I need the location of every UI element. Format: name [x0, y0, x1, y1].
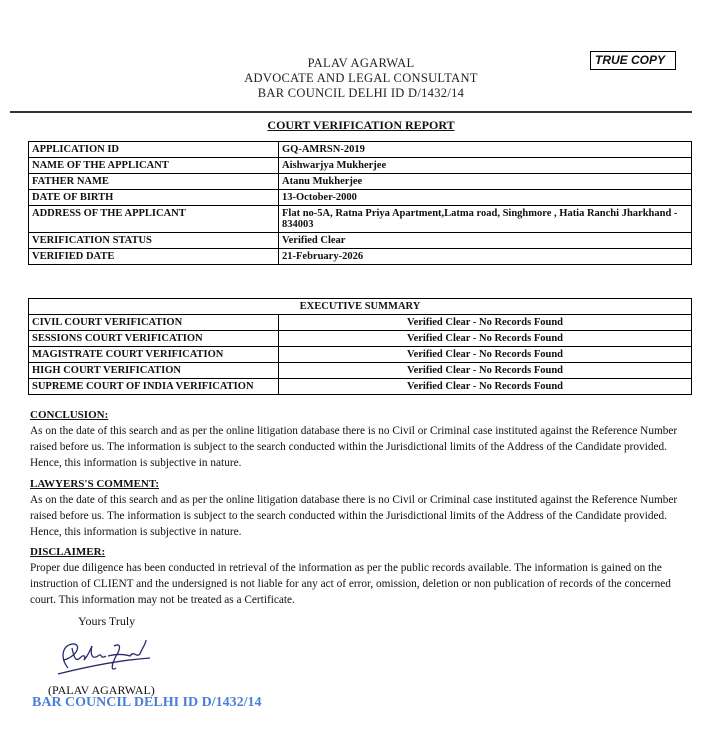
header-divider [10, 111, 692, 113]
summary-value: Verified Clear - No Records Found [279, 379, 692, 395]
summary-label: SESSIONS COURT VERIFICATION [29, 331, 279, 347]
summary-value: Verified Clear - No Records Found [279, 347, 692, 363]
summary-value: Verified Clear - No Records Found [279, 331, 692, 347]
summary-row [29, 379, 692, 395]
detail-label: VERIFICATION STATUS [29, 233, 279, 249]
detail-value: Verified Clear [279, 233, 692, 249]
advocate-name: PALAV AGARWAL [307, 56, 415, 70]
signatory-name: (PALAV AGARWAL) [48, 683, 155, 697]
detail-row [29, 206, 692, 233]
comment-text: As on the date of this search and as per the online litigation database there is no Civil or Criminal case instituted against the Reference Number raised before us. The information is subject to the search conducted within the Jurisdictional limits of the Address of the Candidate provided. Hence, this information is subjective in nature. [30, 494, 678, 538]
disclaimer-text: Proper due diligence has been conducted in retrieval of the information as per the public records available. The information is gained on the instruction of CLIENT and the undersigned is not liable for any act of error, omission, deletion or non publication of records of the concerned court. This information may not be treated as a Certificate. [30, 562, 671, 606]
summary-label: HIGH COURT VERIFICATION [29, 363, 279, 379]
summary-label: MAGISTRATE COURT VERIFICATION [29, 347, 279, 363]
detail-value: 13-October-2000 [279, 190, 692, 206]
summary-value: Verified Clear - No Records Found [279, 363, 692, 379]
disclaimer-heading: DISCLAIMER: [30, 546, 106, 558]
detail-label: VERIFIED DATE [29, 249, 279, 265]
detail-label: NAME OF THE APPLICANT [29, 158, 279, 174]
signatory-bar-id: BAR COUNCIL DELHI ID D/1432/14 [32, 695, 262, 710]
summary-heading: EXECUTIVE SUMMARY [29, 299, 692, 315]
summary-label: SUPREME COURT OF INDIA VERIFICATION [29, 379, 279, 395]
comment-heading: LAWYERS'S COMMENT: [30, 478, 160, 490]
summary-row [29, 347, 692, 363]
detail-row [29, 190, 692, 206]
detail-row [29, 142, 692, 158]
detail-row [29, 158, 692, 174]
detail-value: Aishwarjya Mukherjee [279, 158, 692, 174]
detail-label: FATHER NAME [29, 174, 279, 190]
detail-value: Atanu Mukherjee [279, 174, 692, 190]
conclusion-text: As on the date of this search and as per the online litigation database there is no Civil or Criminal case instituted against the Reference Number raised before us. The information is subject to the search conducted within the Jurisdictional limits of the Address of the Candidate provided. Hence, this information is subjective in nature. [30, 425, 678, 469]
executive-summary-table [28, 298, 692, 395]
summary-row [29, 331, 692, 347]
details-table [28, 141, 692, 265]
conclusion-heading: CONCLUSION: [30, 409, 109, 421]
summary-row [29, 363, 692, 379]
detail-value: 21-February-2026 [279, 249, 692, 265]
summary-value: Verified Clear - No Records Found [279, 315, 692, 331]
summary-row [29, 315, 692, 331]
detail-row [29, 174, 692, 190]
detail-value: GQ-AMRSN-2019 [279, 142, 692, 158]
detail-label: DATE OF BIRTH [29, 190, 279, 206]
detail-label: ADDRESS OF THE APPLICANT [29, 206, 279, 233]
detail-value: Flat no-5A, Ratna Priya Apartment,Latma road, Singhmore , Hatia Ranchi Jharkhand - 834003 [279, 206, 692, 233]
advocate-designation: ADVOCATE AND LEGAL CONSULTANT [244, 71, 478, 85]
advocate-bar-id: BAR COUNCIL DELHI ID D/1432/14 [257, 86, 465, 100]
detail-label: APPLICATION ID [29, 142, 279, 158]
detail-row [29, 249, 692, 265]
report-title: COURT VERIFICATION REPORT [267, 118, 455, 132]
detail-row [29, 233, 692, 249]
true-copy-stamp: TRUE COPY [590, 51, 676, 70]
signature-image [50, 638, 160, 678]
closing: Yours Truly [78, 614, 136, 628]
summary-label: CIVIL COURT VERIFICATION [29, 315, 279, 331]
